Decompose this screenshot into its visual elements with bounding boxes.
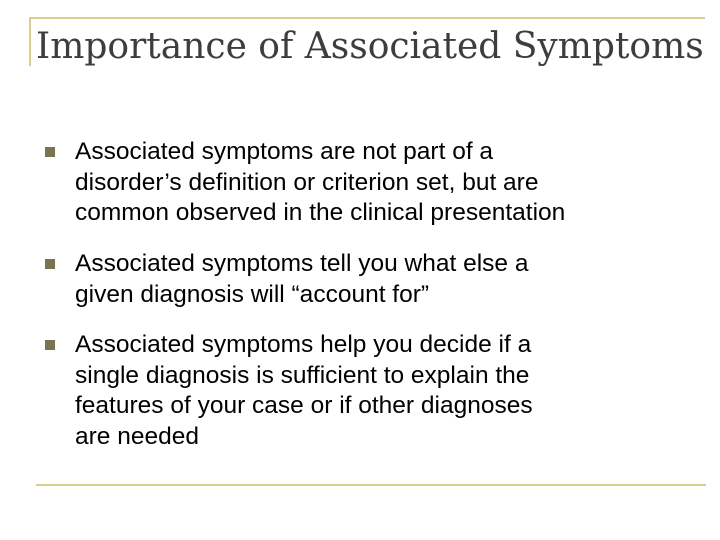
bullet-text-3: Associated symptoms help you decide if a single diagnosis is sufficient to explain the features of your case or if other diagnoses are needed [75,331,533,450]
bottom-border-rule [36,484,706,486]
square-bullet-icon [45,340,55,350]
left-border-rule [29,17,31,66]
slide-title: Importance of Associated Symptoms [36,26,704,67]
bullet-text-2: Associated symptoms tell you what else a given diagnosis will “account for” [75,250,529,308]
bullet-text-1: Associated symptoms are not part of a disorder’s definition or criterion set, but are common observed in the clinical presentation [75,138,566,226]
square-bullet-icon [45,147,55,157]
top-border-rule [29,17,705,19]
square-bullet-icon [45,259,55,269]
